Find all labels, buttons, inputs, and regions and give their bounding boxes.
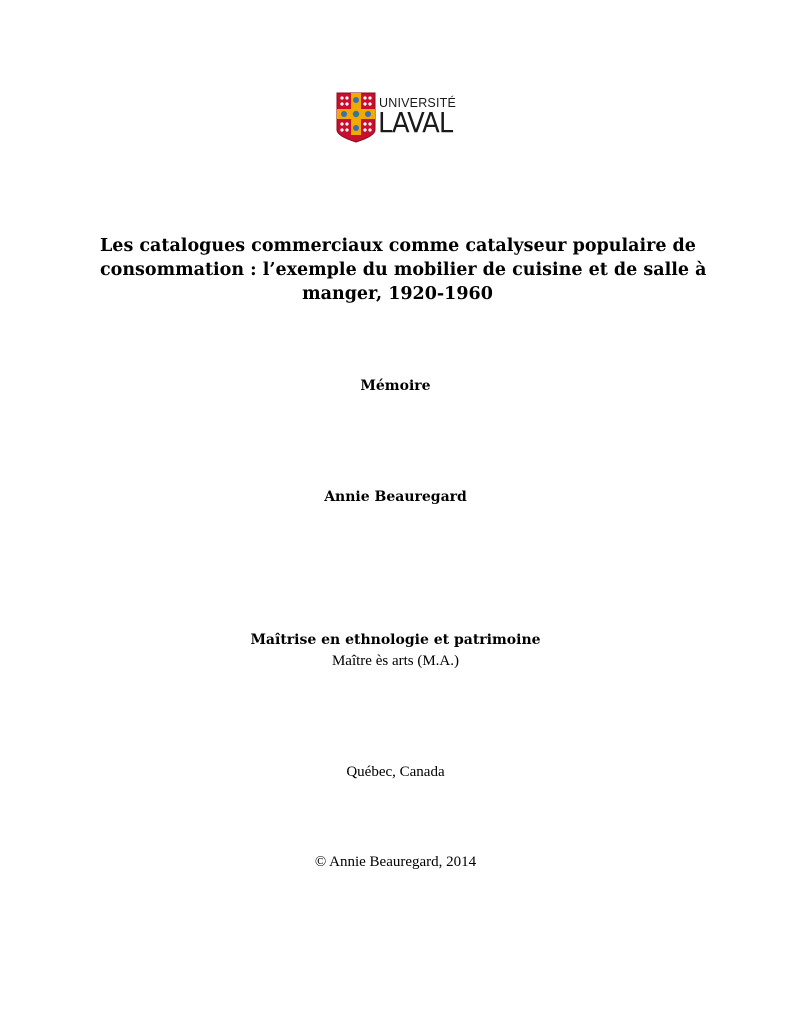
title-line: Les catalogues commerciaux comme catalyseur populaire de	[100, 236, 696, 256]
title-line: consommation : l’exemple du mobilier de cuisine et de salle à	[100, 260, 707, 280]
logo-line-laval: LAVAL	[378, 106, 453, 139]
copyright-notice: © Annie Beauregard, 2014	[314, 854, 477, 870]
author-name: Annie Beauregard	[324, 489, 467, 505]
universite-laval-logo	[336, 92, 460, 144]
document-title	[100, 234, 707, 306]
title-line: manger, 1920-1960	[302, 284, 493, 304]
coat-of-arms-icon	[336, 92, 376, 144]
location: Québec, Canada	[346, 764, 445, 780]
degree-name: Maître ès arts (M.A.)	[331, 653, 460, 669]
logo-line-universite: UNIVERSITÉ	[379, 96, 457, 110]
document-type: Mémoire	[360, 378, 431, 394]
program-name: Maîtrise en ethnologie et patrimoine	[250, 632, 541, 648]
